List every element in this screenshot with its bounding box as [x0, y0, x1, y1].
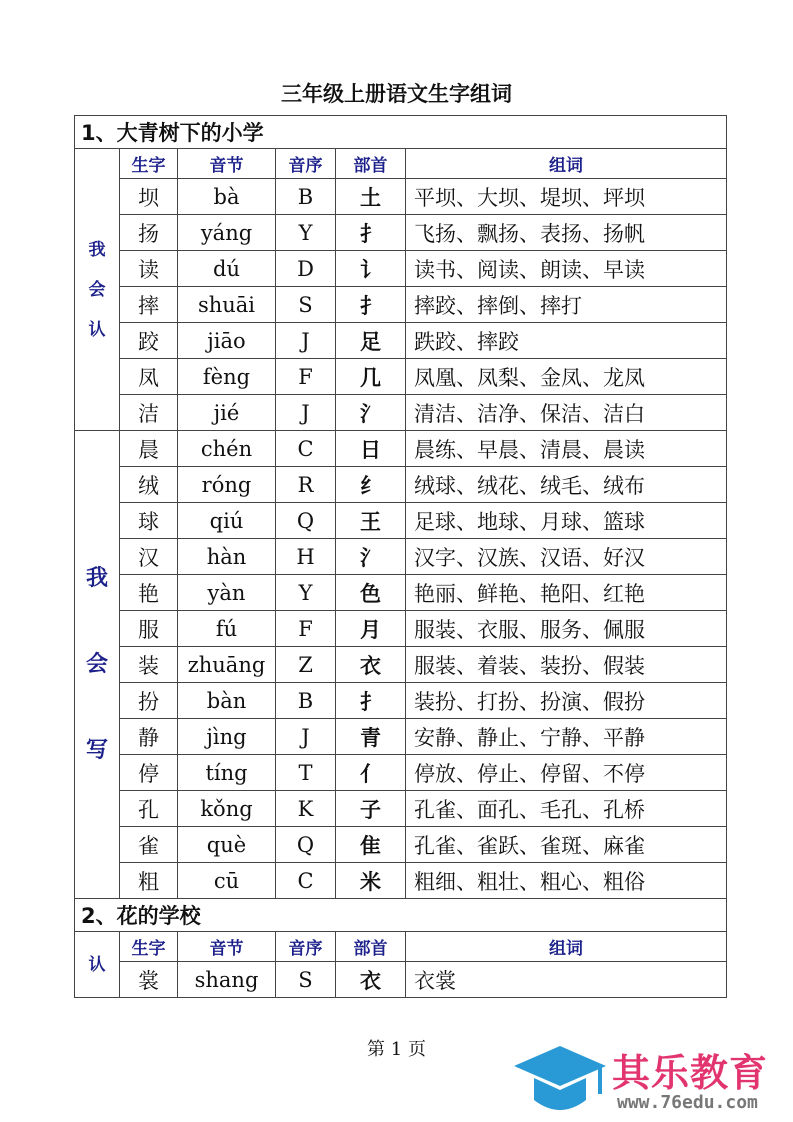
table-row	[75, 863, 727, 899]
table-row	[75, 431, 727, 467]
page-title: 三年级上册语文生字组词	[281, 82, 512, 106]
table-row	[75, 359, 727, 395]
radical: 亻	[336, 755, 406, 791]
pinyin: yáng	[178, 215, 276, 251]
page-number: 第 1 页	[367, 1039, 426, 1060]
table-row	[75, 683, 727, 719]
radical: 隹	[336, 827, 406, 863]
pinyin: shang	[178, 962, 276, 998]
word-combinations: 服装、衣服、服务、佩服	[406, 611, 727, 647]
initial-letter: C	[276, 863, 336, 899]
character: 坝	[120, 179, 178, 215]
table-row	[75, 755, 727, 791]
character: 扬	[120, 215, 178, 251]
table-row	[75, 287, 727, 323]
initial-letter: Y	[276, 575, 336, 611]
group-label-char: 会	[88, 279, 106, 300]
initial-letter: B	[276, 683, 336, 719]
pinyin: jié	[178, 395, 276, 431]
pinyin: hàn	[178, 539, 276, 575]
radical: 衣	[336, 647, 406, 683]
section-heading-row	[75, 899, 727, 932]
pinyin: chén	[178, 431, 276, 467]
radical: 土	[336, 179, 406, 215]
character: 孔	[120, 791, 178, 827]
column-header: 组词	[406, 932, 727, 962]
word-combinations: 安静、静止、宁静、平静	[406, 719, 727, 755]
pinyin: jiāo	[178, 323, 276, 359]
initial-letter: J	[276, 719, 336, 755]
initial-letter: J	[276, 323, 336, 359]
character: 凤	[120, 359, 178, 395]
column-header: 生字	[120, 932, 178, 962]
initial-letter: R	[276, 467, 336, 503]
section-heading: 1、大青树下的小学	[75, 116, 727, 149]
radical: 王	[336, 503, 406, 539]
column-header: 音序	[276, 932, 336, 962]
word-combinations: 粗细、粗壮、粗心、粗俗	[406, 863, 727, 899]
word-combinations: 停放、停止、停留、不停	[406, 755, 727, 791]
pinyin: qiú	[178, 503, 276, 539]
initial-letter: F	[276, 611, 336, 647]
character: 读	[120, 251, 178, 287]
header-row	[75, 149, 727, 179]
character: 晨	[120, 431, 178, 467]
table-row	[75, 539, 727, 575]
group-label-char: 认	[88, 319, 106, 340]
radical: 纟	[336, 467, 406, 503]
logo-watermark	[512, 1040, 792, 1120]
table-row	[75, 395, 727, 431]
radical: 几	[336, 359, 406, 395]
table-row	[75, 215, 727, 251]
column-header: 部首	[336, 932, 406, 962]
pinyin: fú	[178, 611, 276, 647]
pinyin: dú	[178, 251, 276, 287]
column-header: 部首	[336, 149, 406, 179]
word-combinations: 汉字、汉族、汉语、好汉	[406, 539, 727, 575]
logo-url: www.76edu.com	[617, 1092, 758, 1113]
word-combinations: 跌跤、摔跤	[406, 323, 727, 359]
table-row	[75, 962, 727, 998]
character: 粗	[120, 863, 178, 899]
initial-letter: Z	[276, 647, 336, 683]
group-label	[75, 431, 120, 899]
character: 汉	[120, 539, 178, 575]
word-combinations: 飞扬、飘扬、表扬、扬帆	[406, 215, 727, 251]
word-combinations: 平坝、大坝、堤坝、坪坝	[406, 179, 727, 215]
radical: 氵	[336, 539, 406, 575]
pinyin: tíng	[178, 755, 276, 791]
initial-letter: Y	[276, 215, 336, 251]
radical: 日	[336, 431, 406, 467]
radical: 扌	[336, 215, 406, 251]
character: 裳	[120, 962, 178, 998]
pinyin: zhuāng	[178, 647, 276, 683]
logo-text: 其乐教育	[612, 1051, 769, 1095]
character: 绒	[120, 467, 178, 503]
pinyin: shuāi	[178, 287, 276, 323]
table-row	[75, 467, 727, 503]
pinyin: cū	[178, 863, 276, 899]
pinyin: róng	[178, 467, 276, 503]
radical: 子	[336, 791, 406, 827]
table-row	[75, 719, 727, 755]
word-combinations: 装扮、打扮、扮演、假扮	[406, 683, 727, 719]
pinyin: jìng	[178, 719, 276, 755]
initial-letter: J	[276, 395, 336, 431]
column-header: 音节	[178, 932, 276, 962]
section-heading: 2、花的学校	[75, 899, 727, 932]
word-combinations: 摔跤、摔倒、摔打	[406, 287, 727, 323]
pinyin: yàn	[178, 575, 276, 611]
graduation-cap-icon	[512, 1040, 612, 1120]
radical: 月	[336, 611, 406, 647]
initial-letter: F	[276, 359, 336, 395]
column-header: 音序	[276, 149, 336, 179]
table-row	[75, 503, 727, 539]
initial-letter: B	[276, 179, 336, 215]
initial-letter: C	[276, 431, 336, 467]
radical: 青	[336, 719, 406, 755]
group-label-char: 我	[85, 565, 108, 591]
word-combinations: 孔雀、面孔、毛孔、孔桥	[406, 791, 727, 827]
character: 球	[120, 503, 178, 539]
character: 艳	[120, 575, 178, 611]
table-row	[75, 179, 727, 215]
radical: 衣	[336, 962, 406, 998]
pinyin: bà	[178, 179, 276, 215]
group-label-char: 会	[85, 651, 108, 677]
table-row	[75, 827, 727, 863]
pinyin: bàn	[178, 683, 276, 719]
word-combinations: 服装、着装、装扮、假装	[406, 647, 727, 683]
group-label-char: 写	[85, 737, 108, 763]
group-label-char: 认	[88, 954, 106, 975]
character: 雀	[120, 827, 178, 863]
pinyin: kǒng	[178, 791, 276, 827]
initial-letter: S	[276, 962, 336, 998]
pinyin: fèng	[178, 359, 276, 395]
word-combinations: 衣裳	[406, 962, 727, 998]
table-row	[75, 575, 727, 611]
word-combinations: 读书、阅读、朗读、早读	[406, 251, 727, 287]
word-combinations: 绒球、绒花、绒毛、绒布	[406, 467, 727, 503]
radical: 氵	[336, 395, 406, 431]
group-label	[75, 149, 120, 431]
word-combinations: 晨练、早晨、清晨、晨读	[406, 431, 727, 467]
table-row	[75, 611, 727, 647]
initial-letter: T	[276, 755, 336, 791]
lesson-2-table	[74, 898, 727, 998]
word-combinations: 孔雀、雀跃、雀斑、麻雀	[406, 827, 727, 863]
pinyin: què	[178, 827, 276, 863]
character: 装	[120, 647, 178, 683]
initial-letter: K	[276, 791, 336, 827]
section-heading-row	[75, 116, 727, 149]
character: 摔	[120, 287, 178, 323]
group-label	[75, 932, 120, 998]
character: 服	[120, 611, 178, 647]
character: 扮	[120, 683, 178, 719]
radical: 足	[336, 323, 406, 359]
initial-letter: H	[276, 539, 336, 575]
radical: 扌	[336, 683, 406, 719]
radical: 色	[336, 575, 406, 611]
character: 停	[120, 755, 178, 791]
radical: 扌	[336, 287, 406, 323]
table-row	[75, 251, 727, 287]
header-row	[75, 932, 727, 962]
table-row	[75, 647, 727, 683]
character: 静	[120, 719, 178, 755]
group-label-char: 我	[88, 239, 106, 260]
word-combinations: 清洁、洁净、保洁、洁白	[406, 395, 727, 431]
column-header: 音节	[178, 149, 276, 179]
initial-letter: D	[276, 251, 336, 287]
column-header: 生字	[120, 149, 178, 179]
initial-letter: S	[276, 287, 336, 323]
column-header: 组词	[406, 149, 727, 179]
radical: 讠	[336, 251, 406, 287]
table-row	[75, 791, 727, 827]
initial-letter: Q	[276, 503, 336, 539]
table-row	[75, 323, 727, 359]
word-combinations: 凤凰、凤梨、金凤、龙凤	[406, 359, 727, 395]
word-combinations: 艳丽、鲜艳、艳阳、红艳	[406, 575, 727, 611]
lesson-1-table	[74, 115, 727, 899]
initial-letter: Q	[276, 827, 336, 863]
character: 洁	[120, 395, 178, 431]
word-combinations: 足球、地球、月球、篮球	[406, 503, 727, 539]
character: 跤	[120, 323, 178, 359]
radical: 米	[336, 863, 406, 899]
